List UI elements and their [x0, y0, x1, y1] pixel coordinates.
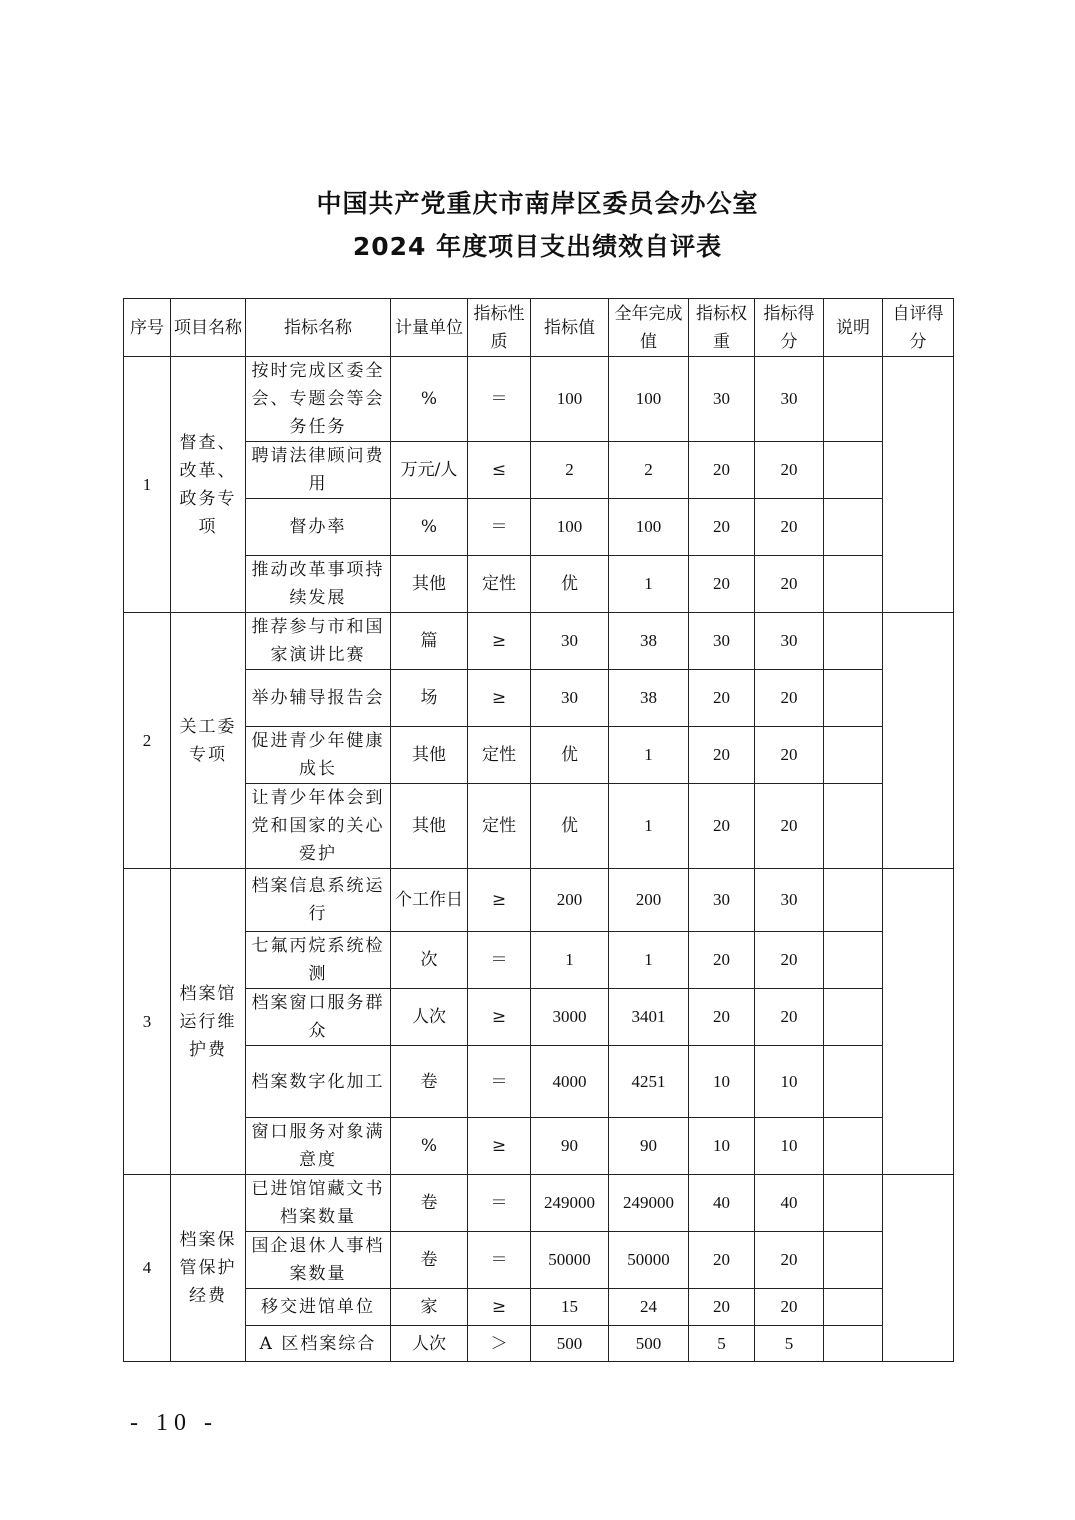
actual-cell: 3401: [609, 989, 689, 1046]
actual-cell: 100: [609, 499, 689, 556]
remark-cell: [824, 1232, 883, 1289]
weight-cell: 30: [689, 613, 755, 670]
weight-cell: 30: [689, 357, 755, 442]
weight-cell: 10: [689, 1118, 755, 1175]
remark-cell: [824, 442, 883, 499]
score-cell: 40: [755, 1175, 824, 1232]
target-cell: 1: [531, 932, 609, 989]
weight-cell: 40: [689, 1175, 755, 1232]
indicator-name: 督办率: [246, 499, 391, 556]
unit-cell: 个工作日: [391, 869, 468, 932]
table-row: [124, 442, 954, 499]
score-cell: 20: [755, 727, 824, 784]
unit-cell: 场: [391, 670, 468, 727]
indicator-name: A 区档案综合: [246, 1326, 391, 1362]
header-project-name: 项目名称: [171, 299, 246, 357]
table-row: [124, 989, 954, 1046]
target-cell: 100: [531, 357, 609, 442]
actual-cell: 38: [609, 613, 689, 670]
remark-cell: [824, 932, 883, 989]
actual-cell: 500: [609, 1326, 689, 1362]
score-cell: 20: [755, 1289, 824, 1326]
target-cell: 30: [531, 670, 609, 727]
target-cell: 优: [531, 784, 609, 869]
score-cell: 20: [755, 670, 824, 727]
header-actual: 全年完成值: [609, 299, 689, 357]
unit-cell: 其他: [391, 556, 468, 613]
weight-cell: 30: [689, 869, 755, 932]
actual-cell: 50000: [609, 1232, 689, 1289]
remark-cell: [824, 1046, 883, 1118]
table-row: [124, 869, 954, 932]
score-cell: 20: [755, 556, 824, 613]
weight-cell: 20: [689, 1289, 755, 1326]
nature-cell: ≥: [468, 869, 531, 932]
indicator-name: 推动改革事项持续发展: [246, 556, 391, 613]
score-cell: 20: [755, 784, 824, 869]
nature-cell: ＞: [468, 1326, 531, 1362]
nature-cell: 定性: [468, 784, 531, 869]
remark-cell: [824, 357, 883, 442]
table-row: [124, 727, 954, 784]
unit-cell: 其他: [391, 784, 468, 869]
target-cell: 90: [531, 1118, 609, 1175]
page-number: - 10 -: [130, 1410, 218, 1436]
weight-cell: 20: [689, 1232, 755, 1289]
target-cell: 15: [531, 1289, 609, 1326]
remark-cell: [824, 1175, 883, 1232]
indicator-name: 推荐参与市和国家演讲比赛: [246, 613, 391, 670]
nature-cell: ≥: [468, 989, 531, 1046]
target-cell: 100: [531, 499, 609, 556]
target-cell: 249000: [531, 1175, 609, 1232]
remark-cell: [824, 613, 883, 670]
unit-cell: %: [391, 357, 468, 442]
indicator-name: 按时完成区委全会、专题会等会务任务: [246, 357, 391, 442]
score-cell: 20: [755, 442, 824, 499]
indicator-name: 移交进馆单位: [246, 1289, 391, 1326]
weight-cell: 20: [689, 932, 755, 989]
unit-cell: 卷: [391, 1175, 468, 1232]
document-subtitle: 2024 年度项目支出绩效自评表: [352, 232, 723, 261]
nature-cell: ≥: [468, 1289, 531, 1326]
group-project-name: 关工委专项: [171, 613, 246, 869]
header-weight: 指标权重: [689, 299, 755, 357]
weight-cell: 20: [689, 989, 755, 1046]
indicator-name: 档案数字化加工: [246, 1046, 391, 1118]
group-project-name: 档案馆运行维护费: [171, 869, 246, 1175]
actual-cell: 38: [609, 670, 689, 727]
unit-cell: 万元/人: [391, 442, 468, 499]
indicator-name: 七氟丙烷系统检测: [246, 932, 391, 989]
table-row: [124, 1289, 954, 1326]
indicator-name: 促进青少年健康成长: [246, 727, 391, 784]
nature-cell: ＝: [468, 1232, 531, 1289]
nature-cell: ≥: [468, 613, 531, 670]
nature-cell: ＝: [468, 1175, 531, 1232]
indicator-name: 举办辅导报告会: [246, 670, 391, 727]
self-score-cell: [883, 613, 954, 869]
nature-cell: ≥: [468, 1118, 531, 1175]
table-row: [124, 613, 954, 670]
table-row: [124, 357, 954, 442]
actual-cell: 100: [609, 357, 689, 442]
actual-cell: 90: [609, 1118, 689, 1175]
header-seq: 序号: [124, 299, 171, 357]
target-cell: 500: [531, 1326, 609, 1362]
unit-cell: 卷: [391, 1232, 468, 1289]
actual-cell: 1: [609, 932, 689, 989]
nature-cell: ≤: [468, 442, 531, 499]
unit-cell: 篇: [391, 613, 468, 670]
indicator-name: 档案信息系统运行: [246, 869, 391, 932]
actual-cell: 1: [609, 784, 689, 869]
remark-cell: [824, 1118, 883, 1175]
table-row: [124, 556, 954, 613]
unit-cell: 人次: [391, 1326, 468, 1362]
unit-cell: 其他: [391, 727, 468, 784]
unit-cell: 卷: [391, 1046, 468, 1118]
score-cell: 20: [755, 499, 824, 556]
nature-cell: ≥: [468, 670, 531, 727]
table-row: [124, 670, 954, 727]
unit-cell: 人次: [391, 989, 468, 1046]
actual-cell: 1: [609, 556, 689, 613]
nature-cell: 定性: [468, 727, 531, 784]
actual-cell: 1: [609, 727, 689, 784]
self-score-cell: [883, 869, 954, 1175]
score-cell: 10: [755, 1046, 824, 1118]
nature-cell: ＝: [468, 932, 531, 989]
indicator-name: 已进馆馆藏文书档案数量: [246, 1175, 391, 1232]
indicator-name: 国企退休人事档案数量: [246, 1232, 391, 1289]
table-row: [124, 932, 954, 989]
score-cell: 30: [755, 613, 824, 670]
unit-cell: %: [391, 499, 468, 556]
table-row: [124, 1232, 954, 1289]
indicator-name: 档案窗口服务群众: [246, 989, 391, 1046]
score-cell: 30: [755, 869, 824, 932]
self-score-cell: [883, 357, 954, 613]
table-row: [124, 499, 954, 556]
header-unit: 计量单位: [391, 299, 468, 357]
target-cell: 3000: [531, 989, 609, 1046]
document-title: 中国共产党重庆市南岸区委员会办公室: [316, 189, 759, 218]
table-row: [124, 1326, 954, 1362]
unit-cell: %: [391, 1118, 468, 1175]
score-cell: 30: [755, 357, 824, 442]
remark-cell: [824, 499, 883, 556]
header-self-score: 自评得分: [883, 299, 954, 357]
self-score-cell: [883, 1175, 954, 1362]
unit-cell: 次: [391, 932, 468, 989]
nature-cell: 定性: [468, 556, 531, 613]
weight-cell: 5: [689, 1326, 755, 1362]
target-cell: 2: [531, 442, 609, 499]
indicator-name: 窗口服务对象满意度: [246, 1118, 391, 1175]
target-cell: 优: [531, 556, 609, 613]
score-cell: 20: [755, 932, 824, 989]
actual-cell: 249000: [609, 1175, 689, 1232]
performance-evaluation-table: [123, 298, 954, 1362]
group-seq: 3: [124, 869, 171, 1175]
header-remark: 说明: [824, 299, 883, 357]
header-nature: 指标性质: [468, 299, 531, 357]
group-project-name: 督查、改革、政务专项: [171, 357, 246, 613]
indicator-name: 聘请法律顾问费用: [246, 442, 391, 499]
target-cell: 4000: [531, 1046, 609, 1118]
score-cell: 10: [755, 1118, 824, 1175]
unit-cell: 家: [391, 1289, 468, 1326]
header-indicator-name: 指标名称: [246, 299, 391, 357]
group-seq: 4: [124, 1175, 171, 1362]
remark-cell: [824, 556, 883, 613]
remark-cell: [824, 869, 883, 932]
actual-cell: 2: [609, 442, 689, 499]
table-row: [124, 1046, 954, 1118]
indicator-name: 让青少年体会到党和国家的关心爱护: [246, 784, 391, 869]
weight-cell: 20: [689, 784, 755, 869]
actual-cell: 24: [609, 1289, 689, 1326]
header-score: 指标得分: [755, 299, 824, 357]
weight-cell: 20: [689, 556, 755, 613]
remark-cell: [824, 989, 883, 1046]
table-header-row: [124, 299, 954, 357]
nature-cell: ＝: [468, 357, 531, 442]
target-cell: 50000: [531, 1232, 609, 1289]
nature-cell: ＝: [468, 1046, 531, 1118]
group-project-name: 档案保管保护经费: [171, 1175, 246, 1362]
remark-cell: [824, 1289, 883, 1326]
remark-cell: [824, 1326, 883, 1362]
table-row: [124, 1175, 954, 1232]
score-cell: 5: [755, 1326, 824, 1362]
remark-cell: [824, 670, 883, 727]
target-cell: 优: [531, 727, 609, 784]
weight-cell: 10: [689, 1046, 755, 1118]
weight-cell: 20: [689, 499, 755, 556]
header-target: 指标值: [531, 299, 609, 357]
remark-cell: [824, 784, 883, 869]
target-cell: 30: [531, 613, 609, 670]
weight-cell: 20: [689, 670, 755, 727]
group-seq: 2: [124, 613, 171, 869]
score-cell: 20: [755, 1232, 824, 1289]
weight-cell: 20: [689, 727, 755, 784]
score-cell: 20: [755, 989, 824, 1046]
target-cell: 200: [531, 869, 609, 932]
actual-cell: 4251: [609, 1046, 689, 1118]
table-row: [124, 1118, 954, 1175]
weight-cell: 20: [689, 442, 755, 499]
actual-cell: 200: [609, 869, 689, 932]
group-seq: 1: [124, 357, 171, 613]
nature-cell: ＝: [468, 499, 531, 556]
table-row: [124, 784, 954, 869]
remark-cell: [824, 727, 883, 784]
